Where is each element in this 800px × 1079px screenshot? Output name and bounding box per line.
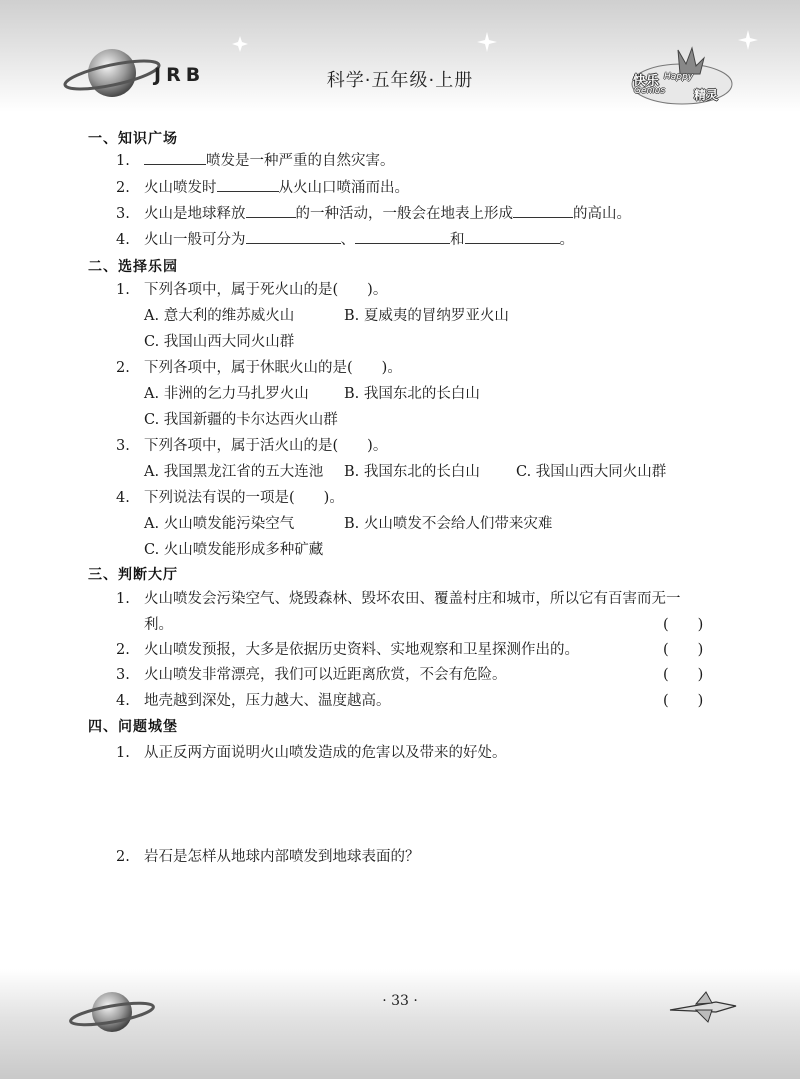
section-title-2: 二、选择乐园 [88,259,178,275]
judge-question-4 [116,689,391,710]
question-text: 。 [559,232,574,248]
section-title-4: 四、问题城堡 [88,719,178,735]
question-text: 从火山口喷涌而出。 [278,180,409,196]
question-number: 1. [116,153,130,169]
judge-question-2 [116,638,579,659]
question-text: 火山一般可分为 [144,232,246,248]
question-text: 的一种活动，一般会在地表上形成 [295,206,513,222]
question-stem: 下列各项中，属于休眠火山的是( )。 [144,360,402,376]
option-c[interactable]: C. 我国山西大同火山群 [516,464,667,480]
question-number: 3. [116,206,130,222]
question-text: 火山喷发会污染空气、烧毁森林、毁坏农田、覆盖村庄和城市，所以它有百害而无一 [144,591,681,607]
question-text: 火山喷发预报，大多是依据历史资料、实地观察和卫星探测作出的。 [144,642,579,658]
question-text: 喷发是一种严重的自然灾害。 [206,153,395,169]
open-question-1 [116,741,507,762]
option-c[interactable]: C. 我国山西大同火山群 [144,334,295,350]
question-number: 1. [116,282,130,298]
answer-blank[interactable] [217,177,279,192]
question-text-continued: 利。 [144,617,173,633]
brand-label: JRB [154,64,206,86]
fill-question-4 [116,228,574,249]
option-b[interactable]: B. 我国东北的长白山 [344,386,480,402]
choice-question-1 [116,278,387,299]
question-number: 3. [116,438,130,454]
question-text: 从正反两方面说明火山喷发造成的危害以及带来的好处。 [144,745,507,761]
question-number: 2. [116,642,130,658]
page-number: · 33 · [382,993,418,1009]
answer-parens[interactable]: ( ) [663,667,704,683]
option-c[interactable]: C. 火山喷发能形成多种矿藏 [144,542,324,558]
question-text: 和 [450,232,465,248]
option-b[interactable]: B. 我国东北的长白山 [344,464,480,480]
option-a[interactable]: A. 火山喷发能污染空气 [144,516,295,532]
question-number: 2. [116,360,130,376]
section-title-1: 一、知识广场 [88,131,178,147]
option-a[interactable]: A. 意大利的维苏威火山 [144,308,295,324]
question-number: 1. [116,745,130,761]
option-b[interactable]: B. 火山喷发不会给人们带来灾难 [344,516,553,532]
fill-question-2 [116,176,409,197]
question-text: 、 [340,232,355,248]
logo-text-en2: Genius [634,86,666,96]
choice-question-3 [116,434,387,455]
answer-blank[interactable] [465,229,560,244]
logo-text-cn2: 精灵 [694,88,719,102]
question-number: 4. [116,490,130,506]
fill-question-1 [116,149,395,170]
question-number: 2. [116,849,130,865]
judge-question-3 [116,663,507,684]
choice-question-2 [116,356,402,377]
open-question-2 [116,845,420,866]
section-title-3: 三、判断大厅 [88,567,178,583]
question-text: 岩石是怎样从地球内部喷发到地球表面的？ [144,849,420,865]
answer-blank[interactable] [355,229,450,244]
answer-area[interactable] [144,770,714,830]
page-title: 科学·五年级·上册 [326,70,474,91]
answer-blank[interactable] [246,203,296,218]
choice-question-4 [116,486,344,507]
question-number: 1. [116,591,130,607]
question-stem: 下列各项中，属于活火山的是( )。 [144,438,388,454]
answer-parens[interactable]: ( ) [663,617,704,633]
logo-text-cn1: 快乐 [633,74,660,89]
question-number: 3. [116,667,130,683]
question-text: 的高山。 [573,206,631,222]
question-number: 4. [116,232,130,248]
question-text: 火山喷发时 [144,180,217,196]
option-c[interactable]: C. 我国新疆的卡尔达西火山群 [144,412,338,428]
question-number: 4. [116,693,130,709]
answer-parens[interactable]: ( ) [663,642,704,658]
question-number: 2. [116,180,130,196]
question-stem: 下列各项中，属于死火山的是( )。 [144,282,388,298]
question-stem: 下列说法有误的一项是( )。 [144,490,344,506]
fill-question-3 [116,202,631,223]
option-a[interactable]: A. 非洲的乞力马扎罗火山 [144,386,309,402]
question-text: 火山喷发非常漂亮，我们可以近距离欣赏，不会有危险。 [144,667,507,683]
answer-blank[interactable] [246,229,341,244]
question-text: 火山是地球释放 [144,206,246,222]
answer-area[interactable] [144,874,714,964]
judge-question-1 [116,587,681,608]
question-text: 地壳越到深处，压力越大、温度越高。 [144,693,391,709]
answer-parens[interactable]: ( ) [663,693,704,709]
answer-blank[interactable] [144,150,206,165]
option-a[interactable]: A. 我国黑龙江省的五大连池 [144,464,324,480]
answer-blank[interactable] [513,203,573,218]
logo-text-en1: Happy [664,72,694,82]
option-b[interactable]: B. 夏威夷的冒纳罗亚火山 [344,308,509,324]
